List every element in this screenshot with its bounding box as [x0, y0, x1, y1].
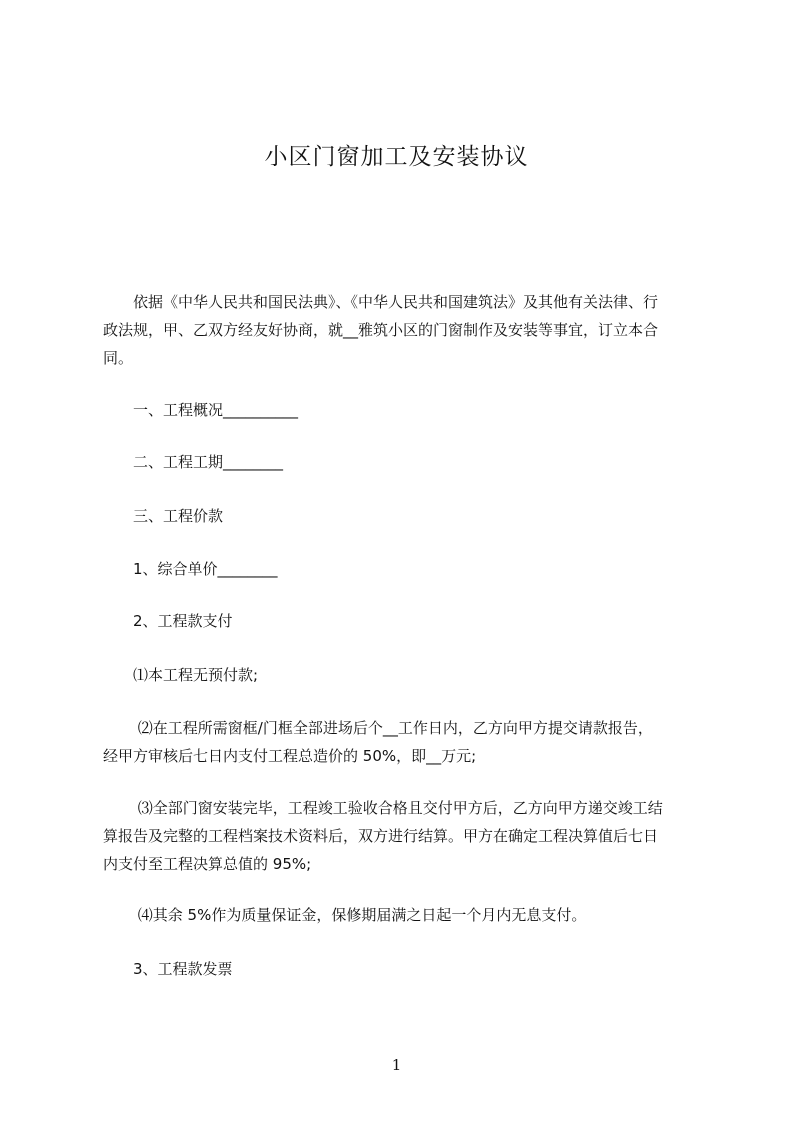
sub-item-3 — [103, 794, 703, 878]
sub-item-2-line-2: 经甲方审核后七日内支付工程总造价的 50%，即__万元; — [103, 747, 477, 765]
sub-item-3-line-2: 算报告及完整的工程档案技术资料后，双方进行结算。甲方在确定工程决算值后七日 — [103, 827, 659, 845]
section-3-heading: 三、工程价款 — [103, 507, 224, 525]
sub-item-4: ⑷其余 5%作为质量保证金，保修期届满之日起一个月内无息支付。 — [103, 906, 587, 924]
page-number: 1 — [391, 1056, 402, 1074]
item-1-unit-price: 1、综合单价________ — [103, 560, 278, 578]
sub-item-2-line-1: ⑵在工程所需窗框/门框全部进场后个__工作日内，乙方向甲方提交请款报告， — [103, 719, 653, 737]
sub-item-1: ⑴本工程无预付款; — [103, 666, 259, 684]
intro-paragraph — [103, 288, 703, 372]
section-1-heading: 一、工程概况__________ — [103, 401, 299, 419]
sub-item-2 — [103, 714, 703, 770]
document-title: 小区门窗加工及安装协议 — [264, 144, 529, 170]
item-2-payment: 2、工程款支付 — [103, 612, 233, 630]
intro-line-2: 政法规，甲、乙双方经友好协商，就__雅筑小区的门窗制作及安装等事宜，订立本合 — [103, 321, 659, 339]
sub-item-3-line-1: ⑶全部门窗安装完毕，工程竣工验收合格且交付甲方后，乙方向甲方递交竣工结 — [103, 799, 663, 817]
intro-line-1: 依据《中华人民共和国民法典》、《中华人民共和国建筑法》及其他有关法律、行 — [103, 293, 659, 311]
sub-item-3-line-3: 内支付至工程决算总值的 95%; — [103, 855, 312, 873]
item-3-invoice: 3、工程款发票 — [103, 960, 233, 978]
section-2-heading: 二、工程工期________ — [103, 453, 284, 471]
intro-line-3: 同。 — [103, 349, 134, 367]
